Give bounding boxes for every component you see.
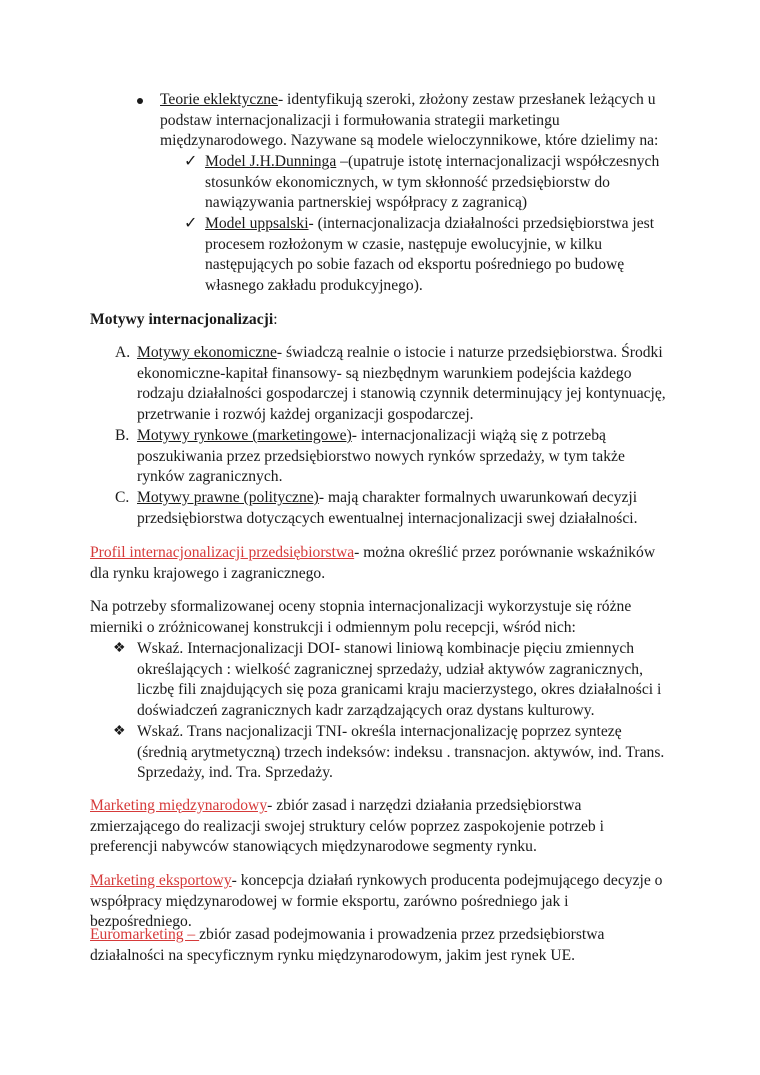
- motives-heading-text: Motywy internacjonalizacji: [90, 311, 274, 328]
- list-letter-a: A.: [115, 344, 131, 361]
- definition-export-marketing: [90, 871, 670, 933]
- definition-text: - zbiór zasad i narzędzi działania przedsiębiorstwa zmierzającego do realizacji swojej struktury celów poprzez zaspokojenie potrzeb i preferencji nabywców stanowiących międzynarodowe segmenty rynku.: [90, 797, 604, 856]
- theories-paragraph: [160, 90, 680, 152]
- motive-legal-text: - mają charakter formalnych uwarunkowań decyzji przedsiębiorstwa dotyczących ewentualnej internacjonalizacji swej działalności.: [137, 489, 638, 527]
- motive-legal: [137, 488, 667, 529]
- motive-market: [137, 426, 672, 488]
- checkmark-icon: ✓: [184, 215, 198, 232]
- motive-economic-text: - świadczą realnie o istocie i naturze przedsiębiorstwa. Środki ekonomiczne-kapitał finansowy- są niezbędnym warunkiem podejścia każdego rodzaju działalności gospodarczej i stanowią czynnik determinujący jej kontynuację, przetrwanie i rozwój każdej organizacji gospodarczej.: [137, 344, 666, 424]
- definition-text: zbiór zasad podejmowania i prowadzenia przez przedsiębiorstwa działalności na specyficznym rynku międzynarodowym, jakim jest rynek UE.: [90, 926, 605, 964]
- model-dunning: [205, 152, 660, 214]
- model-dunning-text: –(upatruje istotę internacjonalizacji współczesnych stosunków ekonomicznych, w tym skłonność przedsiębiorstw do nawiązywania partnerskiej współpracy z zagranicą): [205, 153, 660, 212]
- list-letter-c: C.: [115, 489, 130, 506]
- definition-euromarketing: [90, 925, 625, 966]
- measures-intro: Na potrzeby sformalizowanej oceny stopnia internacjonalizacji wykorzystuje się różne mierniki o zróżnicowanej konstrukcji i odmiennym polu recepcji, wśród nich:: [90, 598, 632, 636]
- theories-text: - identyfikują szeroki, złożony zestaw przesłanek leżących u podstaw internacjonalizacji i formułowania strategii marketingu międzynarodowego. Nazywane są modele wieloczynnikowe, które dzielimy na:: [160, 91, 659, 150]
- motive-economic-term: Motywy ekonomiczne: [137, 344, 277, 361]
- measure-doi: Wskaź. Internacjonalizacji DOI- stanowi liniową kombinacje pięciu zmiennych określających : wielkość zagranicznej sprzedaży, udział aktywów zagranicznych, liczbę fili znajdujących się poza granicami kraju macierzystego, okres działalności i doświadczeń zagranicznych kadr zarządzających oraz dystans kulturowy.: [137, 640, 662, 720]
- checkmark-icon: ✓: [184, 153, 198, 170]
- bullet-dot-icon: [137, 98, 143, 104]
- theories-term: Teorie eklektyczne: [160, 91, 278, 108]
- model-dunning-term: Model J.H.Dunninga: [205, 153, 337, 170]
- diamond-bullet-icon: ❖: [113, 641, 126, 656]
- motive-economic: [137, 343, 667, 426]
- model-uppsala: [205, 214, 665, 297]
- motive-market-text: - internacjonalizacji wiążą się z potrzebą poszukiwania przez przedsiębiorstwo nowych rynków sprzedaży, w tym także rynków zagranicznych.: [137, 427, 625, 486]
- definition-text: - koncepcja działań rynkowych producenta podejmującego decyzje o współpracy międzynarodowej w formie eksportu, zarówno pośredniego jak i bezpośredniego.: [90, 872, 663, 931]
- motive-market-term: Motywy rynkowe (marketingowe): [137, 427, 352, 444]
- definition-term: Euromarketing –: [90, 926, 200, 943]
- model-uppsala-text: - (internacjonalizacja działalności przedsiębiorstwa jest procesem rozłożonym w czasie, następuje ewolucyjnie, w kilku następujących po sobie fazach od eksportu pośredniego po budowę własnego zakładu produkcyjnego).: [205, 215, 655, 295]
- definition-term: Marketing eksportowy: [90, 872, 232, 889]
- profile-paragraph: [90, 543, 675, 584]
- definition-international-marketing: [90, 796, 675, 858]
- list-letter-b: B.: [115, 427, 130, 444]
- motive-legal-term: Motywy prawne (polityczne): [137, 489, 319, 506]
- profile-text: - można określić przez porównanie wskaźników dla rynku krajowego i zagranicznego.: [90, 544, 656, 582]
- measure-tni: Wskaź. Trans nacjonalizacji TNI- określa internacjonalizację poprzez syntezę (średnią arytmetyczną) trzech indeksów: indeksu . transnacjon. aktywów, ind. Trans. Sprzedaży, ind. Tra. Sprzedaży.: [137, 723, 665, 782]
- profile-term: Profil internacjonalizacji przedsiębiorstwa: [90, 544, 355, 561]
- motives-heading-colon: :: [273, 311, 278, 328]
- definition-term: Marketing międzynarodowy: [90, 797, 268, 814]
- motives-heading: [90, 310, 278, 331]
- model-uppsala-term: Model uppsalski: [205, 215, 309, 232]
- diamond-bullet-icon: ❖: [113, 724, 126, 739]
